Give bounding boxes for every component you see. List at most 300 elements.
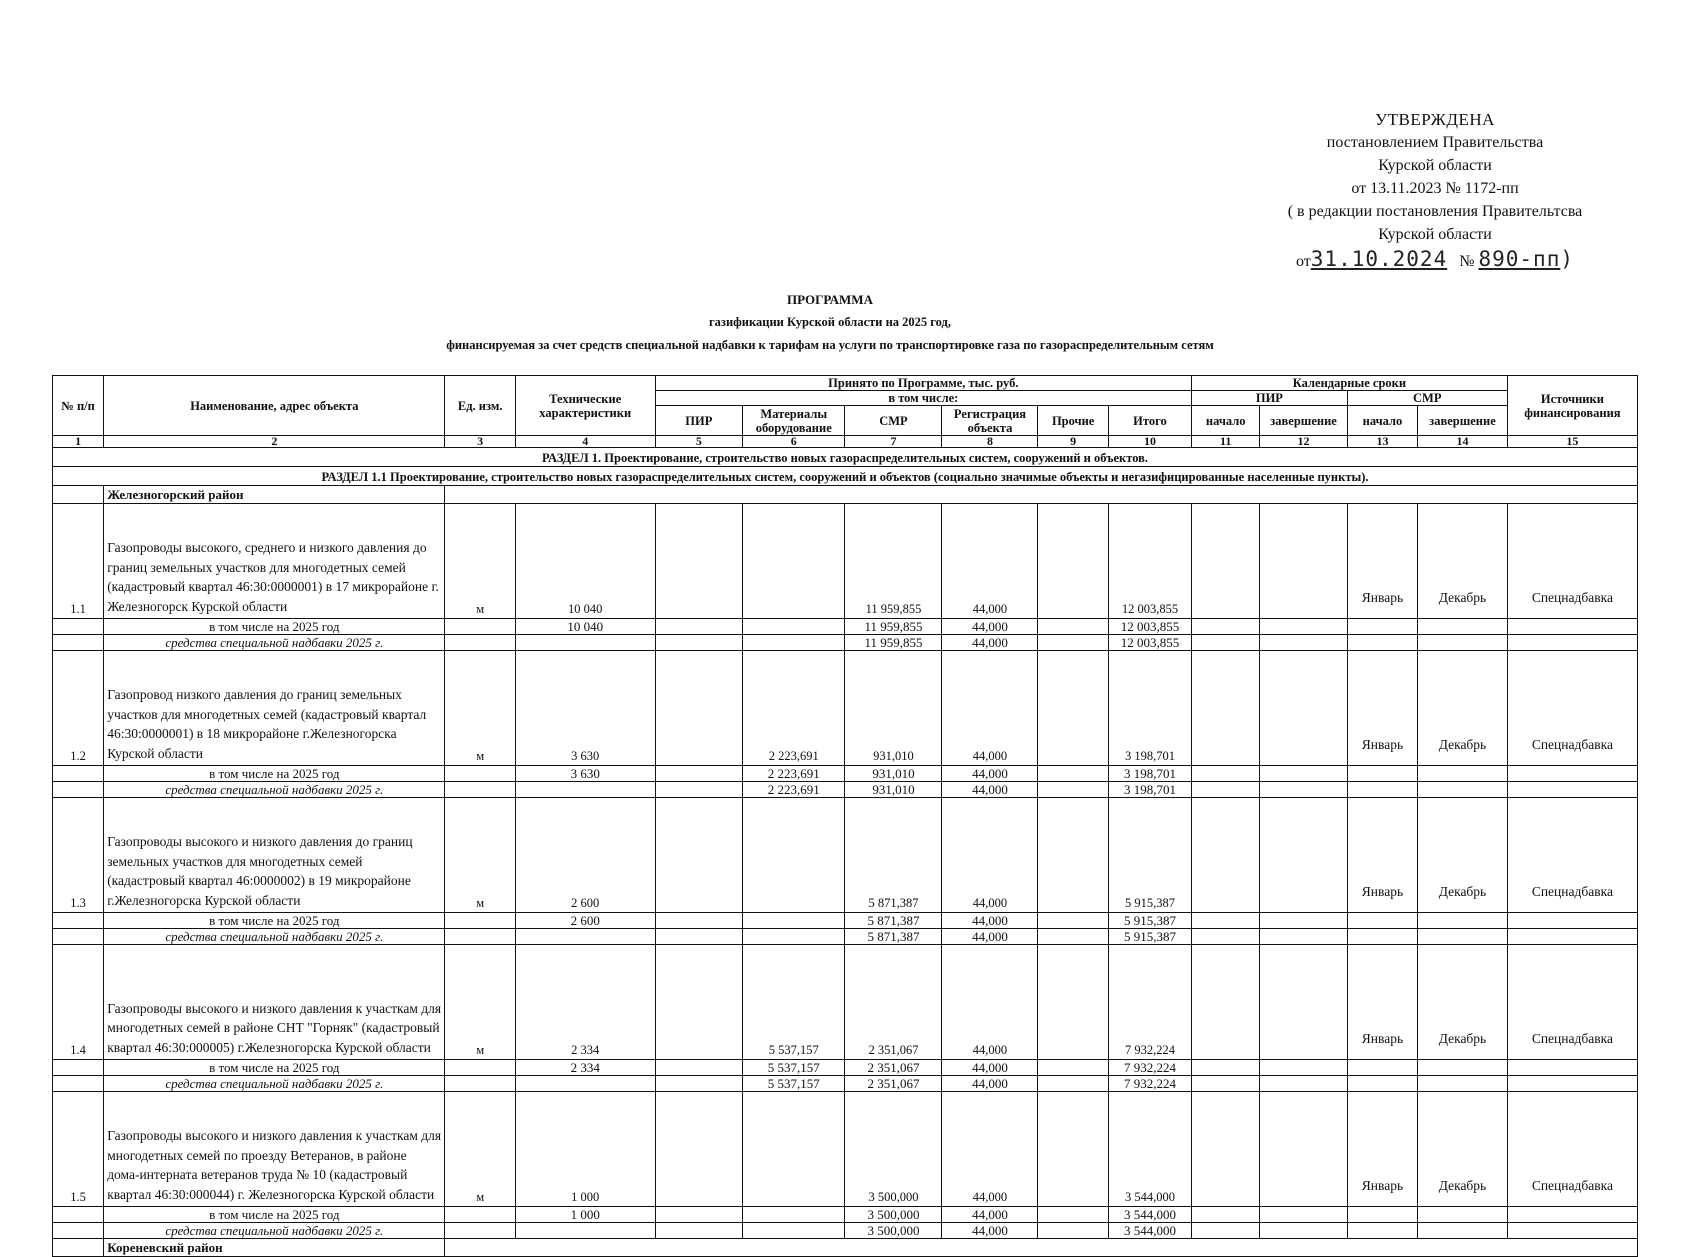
special-funds-cell xyxy=(1507,1076,1637,1092)
subtotal-cell: 12 003,855 xyxy=(1108,619,1191,635)
subtotal-cell: 44,000 xyxy=(942,913,1038,929)
special-funds-cell xyxy=(515,635,655,651)
subtotal-cell: в том числе на 2025 год xyxy=(104,913,445,929)
smr-end-cell: Декабрь xyxy=(1418,945,1508,1060)
col-number: 1 xyxy=(53,436,104,448)
special-funds-cell: 3 500,000 xyxy=(845,1223,942,1239)
col-number: 3 xyxy=(445,436,515,448)
subtotal-cell: в том числе на 2025 год xyxy=(104,619,445,635)
subtotal-cell: 44,000 xyxy=(942,619,1038,635)
header-registration: Регистрация объекта xyxy=(942,406,1038,436)
subtotal-cell xyxy=(1192,1060,1260,1076)
subtotal-cell xyxy=(1260,1207,1347,1223)
header-accepted: Принято по Программе, тыс. руб. xyxy=(655,376,1191,391)
subtotal-cell: 44,000 xyxy=(942,766,1038,782)
registration-cell: 44,000 xyxy=(942,504,1038,619)
subtotal-cell xyxy=(1418,913,1508,929)
pir-start-cell xyxy=(1192,798,1260,913)
special-funds-cell: 11 959,855 xyxy=(845,635,942,651)
column-number-row xyxy=(53,436,1638,448)
special-funds-cell: 44,000 xyxy=(942,929,1038,945)
row-number: 1.4 xyxy=(53,945,104,1060)
object-name: Газопроводы высокого и низкого давления до границ земельных участков для многодетных семей (кадастровый квартал 46:0000002) в 19 микрорайоне г.Железногорска Курской области xyxy=(104,798,445,913)
pir-cell xyxy=(655,798,742,913)
section-row xyxy=(53,448,1638,467)
subtotal-cell xyxy=(743,913,845,929)
special-funds-cell xyxy=(1418,635,1508,651)
subtotal-2025-row xyxy=(53,619,1638,635)
object-name: Газопроводы высокого и низкого давления к участкам для многодетных семей в районе СНТ "Горняк" (кадастровый квартал 46:30:000005) г.Железногорска Курской области xyxy=(104,945,445,1060)
subtotal-cell: 5 871,387 xyxy=(845,913,942,929)
source-cell: Спецнадбавка xyxy=(1507,798,1637,913)
special-funds-cell xyxy=(1418,782,1508,798)
subtotal-cell xyxy=(1038,766,1108,782)
special-funds-cell xyxy=(1507,1223,1637,1239)
object-name: Газопроводы высокого, среднего и низкого давления до границ земельных участков для многодетных семей (кадастровый квартал 46:30:0000001) в 17 микрорайоне г. Железногорск Курской области xyxy=(104,504,445,619)
special-funds-cell xyxy=(515,1223,655,1239)
special-funds-cell: 7 932,224 xyxy=(1108,1076,1191,1092)
source-cell: Спецнадбавка xyxy=(1507,945,1637,1060)
special-funds-cell xyxy=(1260,782,1347,798)
number-prefix: № xyxy=(1459,253,1475,270)
special-funds-cell xyxy=(1507,782,1637,798)
header-total: Итого xyxy=(1108,406,1191,436)
special-funds-cell xyxy=(445,635,515,651)
handwritten-number: 890-пп xyxy=(1478,247,1561,271)
special-funds-cell: 44,000 xyxy=(942,1076,1038,1092)
tech-cell: 2 334 xyxy=(515,945,655,1060)
special-funds-cell xyxy=(1507,929,1637,945)
smr-end-cell: Декабрь xyxy=(1418,798,1508,913)
subtotal-cell xyxy=(53,619,104,635)
special-funds-cell xyxy=(743,635,845,651)
subtotal-cell xyxy=(445,619,515,635)
pir-cell xyxy=(655,504,742,619)
subtotal-cell: 44,000 xyxy=(942,1207,1038,1223)
subtotal-cell: 2 223,691 xyxy=(743,766,845,782)
special-funds-cell xyxy=(1347,1076,1417,1092)
header-name: Наименование, адрес объекта xyxy=(104,376,445,436)
special-funds-cell xyxy=(1038,1076,1108,1092)
total-cell: 5 915,387 xyxy=(1108,798,1191,913)
section-1-heading: РАЗДЕЛ 1. Проектирование, строительство новых газораспределительных систем, сооружений и объектов. xyxy=(53,448,1638,467)
special-funds-cell: 5 915,387 xyxy=(1108,929,1191,945)
special-funds-cell: средства специальной надбавки 2025 г. xyxy=(104,635,445,651)
smr-cell: 3 500,000 xyxy=(845,1092,942,1207)
special-funds-cell xyxy=(53,635,104,651)
closing-paren: ) xyxy=(1560,247,1574,271)
subtotal-cell xyxy=(655,766,742,782)
special-funds-row xyxy=(53,929,1638,945)
subtotal-cell: 2 334 xyxy=(515,1060,655,1076)
approval-line: Курской области xyxy=(1378,157,1492,174)
pir-end-cell xyxy=(1260,504,1347,619)
object-name: Газопровод низкого давления до границ земельных участков для многодетных семей (кадастровый квартал 46:30:0000001) в 18 микрорайоне г.Железногорска Курской области xyxy=(104,651,445,766)
smr-cell: 5 871,387 xyxy=(845,798,942,913)
special-funds-row xyxy=(53,782,1638,798)
subtotal-cell xyxy=(1418,1060,1508,1076)
object-row xyxy=(53,798,1638,913)
tech-cell: 3 630 xyxy=(515,651,655,766)
special-funds-cell: 931,010 xyxy=(845,782,942,798)
subtotal-cell: 931,010 xyxy=(845,766,942,782)
unit-cell: м xyxy=(445,945,515,1060)
district-row xyxy=(53,486,1638,504)
materials-cell: 2 223,691 xyxy=(743,651,845,766)
special-funds-row xyxy=(53,1076,1638,1092)
special-funds-cell xyxy=(1347,929,1417,945)
special-funds-cell xyxy=(445,1076,515,1092)
approval-line: Курской области xyxy=(1378,226,1492,243)
header-cal-pir: ПИР xyxy=(1192,391,1348,406)
special-funds-cell xyxy=(1192,782,1260,798)
pir-end-cell xyxy=(1260,945,1347,1060)
header-num: № п/п xyxy=(53,376,104,436)
special-funds-cell xyxy=(655,635,742,651)
subtotal-cell: 5 915,387 xyxy=(1108,913,1191,929)
subtotal-2025-row xyxy=(53,1207,1638,1223)
special-funds-cell xyxy=(445,782,515,798)
subtotal-cell: в том числе на 2025 год xyxy=(104,1060,445,1076)
smr-start-cell: Январь xyxy=(1347,651,1417,766)
subtotal-cell xyxy=(1347,913,1417,929)
subtotal-cell: 11 959,855 xyxy=(845,619,942,635)
approval-title: УТВЕРЖДЕНА xyxy=(1375,110,1495,129)
subtotal-cell: 3 198,701 xyxy=(1108,766,1191,782)
pir-cell xyxy=(655,945,742,1060)
special-funds-cell: 2 351,067 xyxy=(845,1076,942,1092)
subtotal-cell xyxy=(445,1060,515,1076)
subtotal-cell xyxy=(1507,913,1637,929)
document-title xyxy=(330,288,1330,357)
subtotal-cell xyxy=(1507,1060,1637,1076)
subtotal-cell xyxy=(53,1207,104,1223)
header-smr: СМР xyxy=(845,406,942,436)
subtotal-cell xyxy=(1507,619,1637,635)
subtotal-cell xyxy=(655,619,742,635)
subtotal-cell xyxy=(743,619,845,635)
subtotal-2025-row xyxy=(53,913,1638,929)
district-row xyxy=(53,1239,1638,1257)
header-smr-start: начало xyxy=(1347,406,1417,436)
tech-cell: 10 040 xyxy=(515,504,655,619)
total-cell: 12 003,855 xyxy=(1108,504,1191,619)
subtotal-cell xyxy=(1418,766,1508,782)
special-funds-cell xyxy=(1418,1223,1508,1239)
special-funds-cell xyxy=(53,929,104,945)
col-number: 6 xyxy=(743,436,845,448)
special-funds-cell xyxy=(1418,1076,1508,1092)
special-funds-cell xyxy=(1192,1076,1260,1092)
special-funds-cell xyxy=(1192,1223,1260,1239)
subtotal-cell: 3 630 xyxy=(515,766,655,782)
special-funds-cell: 5 537,157 xyxy=(743,1076,845,1092)
subtotal-cell: 1 000 xyxy=(515,1207,655,1223)
pir-start-cell xyxy=(1192,945,1260,1060)
approval-stamp xyxy=(1240,108,1630,273)
title-financing: финансируемая за счет средств специальной надбавки к тарифам на услуги по транспортировке газа по газораспределительным сетям xyxy=(446,338,1214,352)
district-name: Железногорский район xyxy=(104,486,445,504)
special-funds-cell: 44,000 xyxy=(942,782,1038,798)
subtotal-cell: 2 351,067 xyxy=(845,1060,942,1076)
registration-cell: 44,000 xyxy=(942,1092,1038,1207)
materials-cell xyxy=(743,1092,845,1207)
special-funds-cell xyxy=(1260,1223,1347,1239)
header-cal-smr: СМР xyxy=(1347,391,1507,406)
other-cell xyxy=(1038,798,1108,913)
subtotal-cell: 7 932,224 xyxy=(1108,1060,1191,1076)
special-funds-cell xyxy=(1038,1223,1108,1239)
header-materials: Материалы оборудование xyxy=(743,406,845,436)
header-smr-end: завершение xyxy=(1418,406,1508,436)
subtotal-cell: 44,000 xyxy=(942,1060,1038,1076)
subtotal-cell xyxy=(743,1207,845,1223)
subtotal-cell xyxy=(1038,1060,1108,1076)
header-pir-start: начало xyxy=(1192,406,1260,436)
special-funds-cell: 3 198,701 xyxy=(1108,782,1191,798)
special-funds-cell xyxy=(1418,929,1508,945)
subtotal-cell xyxy=(1038,1207,1108,1223)
other-cell xyxy=(1038,504,1108,619)
special-funds-cell xyxy=(515,782,655,798)
special-funds-cell: 44,000 xyxy=(942,635,1038,651)
subtotal-cell xyxy=(1260,913,1347,929)
col-number: 7 xyxy=(845,436,942,448)
subtotal-cell xyxy=(1260,1060,1347,1076)
special-funds-cell xyxy=(53,1223,104,1239)
pir-end-cell xyxy=(1260,798,1347,913)
header-sources: Источники финансирования xyxy=(1507,376,1637,436)
special-funds-cell xyxy=(515,929,655,945)
object-row xyxy=(53,1092,1638,1207)
subtotal-cell xyxy=(1347,766,1417,782)
registration-cell: 44,000 xyxy=(942,798,1038,913)
subtotal-2025-row xyxy=(53,1060,1638,1076)
title-subtitle: газификации Курской области на 2025 год, xyxy=(709,315,951,329)
unit-cell: м xyxy=(445,1092,515,1207)
special-funds-cell xyxy=(655,1223,742,1239)
special-funds-cell: 12 003,855 xyxy=(1108,635,1191,651)
registration-cell: 44,000 xyxy=(942,945,1038,1060)
subtotal-cell xyxy=(1192,766,1260,782)
source-cell: Спецнадбавка xyxy=(1507,504,1637,619)
other-cell xyxy=(1038,1092,1108,1207)
row-number: 1.1 xyxy=(53,504,104,619)
materials-cell: 5 537,157 xyxy=(743,945,845,1060)
smr-start-cell: Январь xyxy=(1347,798,1417,913)
subtotal-cell: 2 600 xyxy=(515,913,655,929)
special-funds-cell xyxy=(1260,635,1347,651)
smr-cell: 2 351,067 xyxy=(845,945,942,1060)
total-cell: 3 544,000 xyxy=(1108,1092,1191,1207)
special-funds-cell xyxy=(1260,929,1347,945)
header-pir: ПИР xyxy=(655,406,742,436)
smr-cell: 11 959,855 xyxy=(845,504,942,619)
subtotal-cell xyxy=(1507,1207,1637,1223)
header-including: в том числе: xyxy=(655,391,1191,406)
special-funds-cell xyxy=(1038,782,1108,798)
row-number: 1.5 xyxy=(53,1092,104,1207)
col-number: 8 xyxy=(942,436,1038,448)
special-funds-cell: 3 544,000 xyxy=(1108,1223,1191,1239)
section-1-1-heading: РАЗДЕЛ 1.1 Проектирование, строительство новых газораспределительных систем, сооружений и объектов (социально значимые объекты и негазифицированные населенные пункты). xyxy=(53,467,1638,486)
pir-end-cell xyxy=(1260,1092,1347,1207)
special-funds-cell xyxy=(53,1076,104,1092)
special-funds-cell xyxy=(1038,929,1108,945)
special-funds-cell xyxy=(1192,929,1260,945)
row-number: 1.2 xyxy=(53,651,104,766)
approval-line: от 13.11.2023 № 1172-пп xyxy=(1351,180,1519,197)
special-funds-cell: средства специальной надбавки 2025 г. xyxy=(104,929,445,945)
col-number: 14 xyxy=(1418,436,1508,448)
col-number: 10 xyxy=(1108,436,1191,448)
subtotal-cell xyxy=(53,1060,104,1076)
special-funds-cell xyxy=(515,1076,655,1092)
subtotal-cell: 3 500,000 xyxy=(845,1207,942,1223)
subtotal-cell xyxy=(53,766,104,782)
subtotal-cell xyxy=(53,913,104,929)
subtotal-cell: 5 537,157 xyxy=(743,1060,845,1076)
subtotal-cell xyxy=(655,1060,742,1076)
smr-end-cell: Декабрь xyxy=(1418,1092,1508,1207)
subtotal-2025-row xyxy=(53,766,1638,782)
smr-start-cell: Январь xyxy=(1347,1092,1417,1207)
col-number: 11 xyxy=(1192,436,1260,448)
total-cell: 3 198,701 xyxy=(1108,651,1191,766)
materials-cell xyxy=(743,504,845,619)
pir-cell xyxy=(655,1092,742,1207)
subtotal-cell xyxy=(445,913,515,929)
subtotal-cell xyxy=(1507,766,1637,782)
special-funds-cell xyxy=(53,782,104,798)
special-funds-cell xyxy=(1192,635,1260,651)
subtotal-cell xyxy=(1260,619,1347,635)
subtotal-cell xyxy=(1347,1060,1417,1076)
tech-cell: 1 000 xyxy=(515,1092,655,1207)
col-number: 2 xyxy=(104,436,445,448)
special-funds-cell: 5 871,387 xyxy=(845,929,942,945)
row-number: 1.3 xyxy=(53,798,104,913)
total-cell: 7 932,224 xyxy=(1108,945,1191,1060)
special-funds-cell xyxy=(1347,782,1417,798)
subtotal-cell xyxy=(445,766,515,782)
special-funds-cell: средства специальной надбавки 2025 г. xyxy=(104,782,445,798)
smr-end-cell: Декабрь xyxy=(1418,651,1508,766)
special-funds-cell xyxy=(655,782,742,798)
title-program: ПРОГРАММА xyxy=(787,292,873,307)
special-funds-cell: 2 223,691 xyxy=(743,782,845,798)
smr-end-cell: Декабрь xyxy=(1418,504,1508,619)
special-funds-cell: 44,000 xyxy=(942,1223,1038,1239)
subtotal-cell xyxy=(1038,913,1108,929)
object-row xyxy=(53,504,1638,619)
special-funds-cell xyxy=(743,1223,845,1239)
date-prefix: от xyxy=(1296,253,1311,270)
pir-start-cell xyxy=(1192,1092,1260,1207)
pir-cell xyxy=(655,651,742,766)
special-funds-row xyxy=(53,1223,1638,1239)
subtotal-cell xyxy=(1347,1207,1417,1223)
special-funds-cell xyxy=(1347,1223,1417,1239)
subtotal-cell: в том числе на 2025 год xyxy=(104,766,445,782)
pir-start-cell xyxy=(1192,504,1260,619)
pir-end-cell xyxy=(1260,651,1347,766)
col-number: 13 xyxy=(1347,436,1417,448)
subtotal-cell xyxy=(655,913,742,929)
col-number: 5 xyxy=(655,436,742,448)
col-number: 4 xyxy=(515,436,655,448)
header-tech: Технические характеристики xyxy=(515,376,655,436)
subtotal-cell xyxy=(1260,766,1347,782)
district-name: Кореневский район xyxy=(104,1239,445,1257)
subtotal-cell xyxy=(655,1207,742,1223)
subtotal-cell xyxy=(1192,1207,1260,1223)
col-number: 9 xyxy=(1038,436,1108,448)
subtotal-cell xyxy=(1192,913,1260,929)
subtotal-cell: в том числе на 2025 год xyxy=(104,1207,445,1223)
tech-cell: 2 600 xyxy=(515,798,655,913)
object-name: Газопроводы высокого и низкого давления к участкам для многодетных семей по проезду Ветеранов, в районе дома-интерната ветеранов труда № 10 (кадастровый квартал 46:30:000044) г. Железногорска Курской области xyxy=(104,1092,445,1207)
subtotal-cell xyxy=(1192,619,1260,635)
program-table xyxy=(52,375,1638,1257)
unit-cell: м xyxy=(445,798,515,913)
subtotal-cell xyxy=(445,1207,515,1223)
handwritten-date: 31.10.2024 xyxy=(1310,247,1448,271)
object-row xyxy=(53,945,1638,1060)
special-funds-cell xyxy=(445,1223,515,1239)
section-row xyxy=(53,467,1638,486)
unit-cell: м xyxy=(445,651,515,766)
other-cell xyxy=(1038,651,1108,766)
header-other: Прочие xyxy=(1038,406,1108,436)
subtotal-cell xyxy=(1418,619,1508,635)
smr-cell: 931,010 xyxy=(845,651,942,766)
special-funds-cell xyxy=(1507,635,1637,651)
special-funds-cell xyxy=(743,929,845,945)
subtotal-cell: 3 544,000 xyxy=(1108,1207,1191,1223)
approval-line: ( в редакции постановления Правительтсва xyxy=(1287,203,1583,220)
subtotal-cell xyxy=(1418,1207,1508,1223)
smr-start-cell: Январь xyxy=(1347,504,1417,619)
source-cell: Спецнадбавка xyxy=(1507,1092,1637,1207)
subtotal-cell xyxy=(1038,619,1108,635)
special-funds-cell xyxy=(1347,635,1417,651)
unit-cell: м xyxy=(445,504,515,619)
special-funds-cell xyxy=(655,929,742,945)
subtotal-cell: 10 040 xyxy=(515,619,655,635)
materials-cell xyxy=(743,798,845,913)
pir-start-cell xyxy=(1192,651,1260,766)
special-funds-row xyxy=(53,635,1638,651)
object-row xyxy=(53,651,1638,766)
header-calendar: Календарные сроки xyxy=(1192,376,1508,391)
registration-cell: 44,000 xyxy=(942,651,1038,766)
approval-date-line xyxy=(1240,248,1630,273)
special-funds-cell xyxy=(445,929,515,945)
smr-start-cell: Январь xyxy=(1347,945,1417,1060)
col-number: 12 xyxy=(1260,436,1347,448)
col-number: 15 xyxy=(1507,436,1637,448)
special-funds-cell xyxy=(655,1076,742,1092)
source-cell: Спецнадбавка xyxy=(1507,651,1637,766)
special-funds-cell xyxy=(1260,1076,1347,1092)
other-cell xyxy=(1038,945,1108,1060)
header-pir-end: завершение xyxy=(1260,406,1347,436)
header-unit: Ед. изм. xyxy=(445,376,515,436)
approval-line: постановлением Правительства xyxy=(1326,134,1544,151)
special-funds-cell: средства специальной надбавки 2025 г. xyxy=(104,1223,445,1239)
special-funds-cell xyxy=(1038,635,1108,651)
